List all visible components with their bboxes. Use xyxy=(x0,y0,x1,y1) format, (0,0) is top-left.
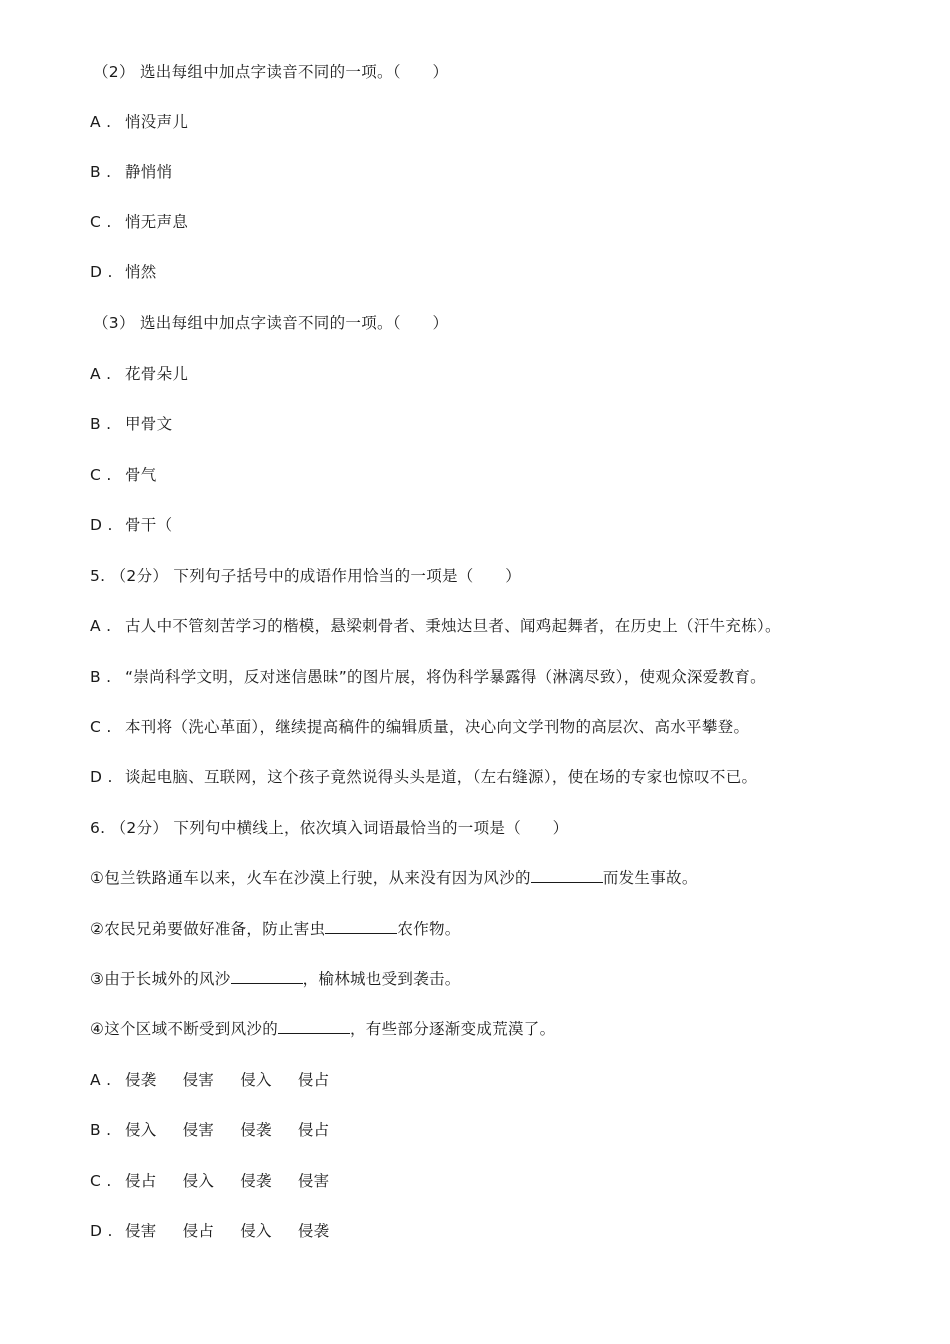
q4-part2-option-d[interactable] xyxy=(90,262,157,282)
q5-option-a[interactable] xyxy=(90,616,781,636)
option-text: 谈起电脑、互联网，这个孩子竟然说得头头是道，（左右缝源），使在场的专家也惊叹不已。 xyxy=(125,768,758,786)
option-word: 侵占 xyxy=(297,1121,330,1139)
option-text: 骨气 xyxy=(125,466,157,484)
sentence-text-before: ④这个区域不断受到风沙的 xyxy=(90,1020,278,1038)
option-text: 古人中不管刻苦学习的楷模，悬梁刺骨者、秉烛达旦者、闻鸡起舞者，在历史上（汗牛充栋）。 xyxy=(125,617,781,635)
sentence-text-before: ③由于长城外的风沙 xyxy=(90,970,231,988)
option-letter: C . xyxy=(90,213,112,231)
q5-stem: 5. （2分） 下列句子括号中的成语作用恰当的一项是（ ） xyxy=(90,567,522,585)
option-text: 悄无声息 xyxy=(125,213,189,231)
sentence-text-before: ①包兰铁路通车以来，火车在沙漠上行驶，从来没有因为风沙的 xyxy=(90,869,531,887)
option-word: 侵害 xyxy=(182,1071,215,1089)
fill-blank xyxy=(231,969,303,984)
option-letter: B . xyxy=(90,668,112,686)
option-word: 侵害 xyxy=(297,1172,330,1190)
option-letter: D . xyxy=(90,263,113,281)
option-word: 侵害 xyxy=(182,1121,215,1139)
q6-option-a[interactable] xyxy=(90,1070,355,1090)
q4-part3-stem: （3） 选出每组中加点字读音不同的一项。（ ） xyxy=(93,314,449,332)
option-word: 侵入 xyxy=(240,1222,272,1240)
option-word: 侵占 xyxy=(297,1071,330,1089)
option-text: 静悄悄 xyxy=(125,163,173,181)
option-letter: D . xyxy=(90,768,113,786)
q6-sentence-2 xyxy=(90,919,461,939)
option-letter: C . xyxy=(90,718,112,736)
q6-sentence-4 xyxy=(90,1019,555,1039)
option-text: 悄没声儿 xyxy=(125,113,189,131)
option-letter: D . xyxy=(90,1222,113,1240)
sentence-text-before: ②农民兄弟要做好准备，防止害虫 xyxy=(90,920,326,938)
option-word: 侵袭 xyxy=(125,1071,157,1089)
option-word: 侵占 xyxy=(182,1222,215,1240)
option-letter: A . xyxy=(90,365,112,383)
fill-blank xyxy=(325,919,397,934)
sentence-text-after: ，榆林城也受到袭击。 xyxy=(302,970,461,988)
option-letter: C . xyxy=(90,466,112,484)
q5-option-c[interactable] xyxy=(90,717,749,737)
option-word: 侵袭 xyxy=(297,1222,330,1240)
q5-option-d[interactable] xyxy=(90,767,757,787)
q4-part2-option-a[interactable] xyxy=(90,112,188,132)
option-word: 侵入 xyxy=(125,1121,157,1139)
option-word: 侵占 xyxy=(125,1172,157,1190)
option-word: 侵袭 xyxy=(240,1172,272,1190)
option-text: 花骨朵儿 xyxy=(125,365,189,383)
option-word: 侵袭 xyxy=(240,1121,272,1139)
option-text: 骨干（ xyxy=(125,516,173,534)
q6-option-d[interactable] xyxy=(90,1221,355,1241)
q4-part3-option-a[interactable] xyxy=(90,364,188,384)
option-text: “崇尚科学文明，反对迷信愚昧”的图片展，将伪科学暴露得（淋漓尽致），使观众深爱教育。 xyxy=(125,668,766,686)
option-letter: A . xyxy=(90,617,112,635)
q4-part3-option-c[interactable] xyxy=(90,465,157,485)
q6-option-b[interactable] xyxy=(90,1120,355,1140)
option-letter: D . xyxy=(90,516,113,534)
fill-blank xyxy=(278,1019,350,1034)
q6-option-c[interactable] xyxy=(90,1171,355,1191)
sentence-text-after: 而发生事故。 xyxy=(602,869,698,887)
sentence-text-after: ，有些部分逐渐变成荒漠了。 xyxy=(350,1020,556,1038)
option-text: 本刊将（洗心革面），继续提高稿件的编辑质量，决心向文学刊物的高层次、高水平攀登。 xyxy=(125,718,750,736)
q6-sentence-3 xyxy=(90,969,461,989)
option-letter: B . xyxy=(90,163,112,181)
option-word: 侵入 xyxy=(240,1071,272,1089)
option-letter: A . xyxy=(90,113,112,131)
q6-stem: 6. （2分） 下列句中横线上，依次填入词语最恰当的一项是（ ） xyxy=(90,819,569,837)
option-letter: A . xyxy=(90,1071,112,1089)
option-letter: B . xyxy=(90,415,112,433)
fill-blank xyxy=(531,868,603,883)
sentence-text-after: 农作物。 xyxy=(397,920,461,938)
option-text: 甲骨文 xyxy=(125,415,173,433)
option-text: 悄然 xyxy=(125,263,157,281)
q4-part3-option-d[interactable] xyxy=(90,515,172,535)
q6-sentence-1 xyxy=(90,868,698,888)
q4-part2-option-c[interactable] xyxy=(90,212,188,232)
q4-part3-option-b[interactable] xyxy=(90,414,172,434)
option-letter: C . xyxy=(90,1172,112,1190)
q4-part2-stem: （2） 选出每组中加点字读音不同的一项。（ ） xyxy=(93,63,449,81)
q5-option-b[interactable] xyxy=(90,667,766,687)
option-word: 侵入 xyxy=(182,1172,215,1190)
q4-part2-option-b[interactable] xyxy=(90,162,172,182)
option-letter: B . xyxy=(90,1121,112,1139)
option-word: 侵害 xyxy=(125,1222,157,1240)
